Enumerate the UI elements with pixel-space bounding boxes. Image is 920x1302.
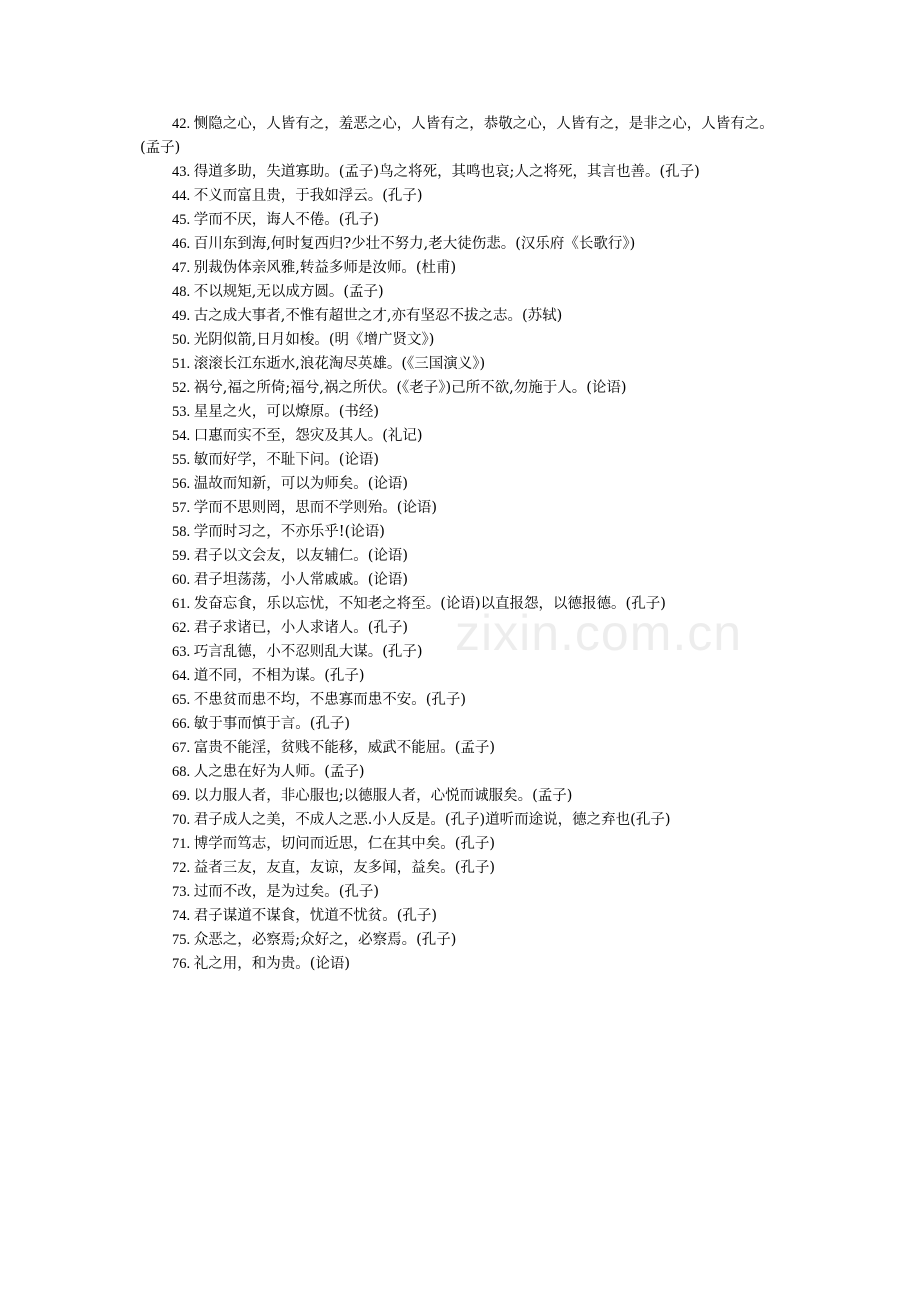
quote-item xyxy=(140,688,790,712)
quote-item xyxy=(140,808,790,832)
quote-text: 敏于事而慎于言。(孔子) xyxy=(193,716,351,732)
quote-text: 巧言乱德，小不忍则乱大谋。(孔子) xyxy=(193,644,423,660)
quote-item xyxy=(140,832,790,856)
quote-text: 君子坦荡荡，小人常戚戚。(论语) xyxy=(193,572,409,588)
quote-item xyxy=(140,208,790,232)
quote-item xyxy=(140,256,790,280)
quote-item xyxy=(140,160,790,184)
quote-number: 73. xyxy=(172,884,191,900)
quote-text: 以力服人者，非心服也;以德服人者，心悦而诚服矣。(孟子) xyxy=(193,788,573,804)
quote-list xyxy=(140,112,790,976)
quote-item xyxy=(140,496,790,520)
quote-item xyxy=(140,592,790,616)
quote-text: 不义而富且贵，于我如浮云。(孔子) xyxy=(193,188,423,204)
quote-text: 敏而好学，不耻下问。(论语) xyxy=(193,452,380,468)
quote-text: 口惠而实不至，怨灾及其人。(礼记) xyxy=(193,428,423,444)
quote-number: 65. xyxy=(172,692,191,708)
quote-text: 百川东到海,何时复西归?少壮不努力,老大徒伤悲。(汉乐府《长歌行》) xyxy=(193,236,636,252)
quote-number: 44. xyxy=(172,188,191,204)
quote-item xyxy=(140,184,790,208)
quote-text: 发奋忘食，乐以忘忧，不知老之将至。(论语)以直报怨，以德报德。(孔子) xyxy=(193,596,666,612)
quote-item xyxy=(140,616,790,640)
quote-text: 得道多助，失道寡助。(孟子)鸟之将死，其鸣也哀;人之将死，其言也善。(孔子) xyxy=(193,164,700,180)
quote-item xyxy=(140,424,790,448)
quote-number: 66. xyxy=(172,716,191,732)
quote-item xyxy=(140,736,790,760)
quote-item xyxy=(140,568,790,592)
quote-text: 温故而知新，可以为师矣。(论语) xyxy=(193,476,409,492)
quote-item xyxy=(140,760,790,784)
quote-item xyxy=(140,520,790,544)
quote-number: 56. xyxy=(172,476,191,492)
quote-number: 53. xyxy=(172,404,191,420)
quote-item xyxy=(140,280,790,304)
quote-number: 70. xyxy=(172,812,191,828)
quote-text: 礼之用，和为贵。(论语) xyxy=(193,956,351,972)
quote-number: 49. xyxy=(172,308,191,324)
quote-text: 滚滚长江东逝水,浪花淘尽英雄。(《三国演义》) xyxy=(193,356,486,372)
quote-item xyxy=(140,472,790,496)
quote-item xyxy=(140,904,790,928)
quote-text: 君子以文会友，以友辅仁。(论语) xyxy=(193,548,409,564)
quote-number: 71. xyxy=(172,836,191,852)
quote-number: 57. xyxy=(172,500,191,516)
quote-text: 不患贫而患不均，不患寡而患不安。(孔子) xyxy=(193,692,467,708)
quote-number: 47. xyxy=(172,260,191,276)
quote-item xyxy=(140,856,790,880)
quote-number: 67. xyxy=(172,740,191,756)
quote-item xyxy=(140,640,790,664)
quote-number: 72. xyxy=(172,860,191,876)
quote-text: 君子成人之美，不成人之恶.小人反是。(孔子)道听而途说，德之弃也(孔子) xyxy=(193,812,671,828)
quote-item xyxy=(140,664,790,688)
quote-item xyxy=(140,112,790,160)
quote-item xyxy=(140,328,790,352)
quote-text: 众恶之，必察焉;众好之，必察焉。(孔子) xyxy=(193,932,457,948)
quote-number: 50. xyxy=(172,332,191,348)
quote-text: 祸兮,福之所倚;福兮,祸之所伏。(《老子》)己所不欲,勿施于人。(论语) xyxy=(193,380,627,396)
quote-number: 64. xyxy=(172,668,191,684)
quote-text: 富贵不能淫，贫贱不能移，威武不能屈。(孟子) xyxy=(193,740,496,756)
quote-number: 43. xyxy=(172,164,191,180)
quote-text: 不以规矩,无以成方圆。(孟子) xyxy=(193,284,384,300)
quote-item xyxy=(140,304,790,328)
quote-number: 54. xyxy=(172,428,191,444)
quote-text: 博学而笃志，切问而近思，仁在其中矣。(孔子) xyxy=(193,836,496,852)
quote-number: 76. xyxy=(172,956,191,972)
quote-number: 45. xyxy=(172,212,191,228)
quote-text: 星星之火，可以燎原。(书经) xyxy=(193,404,380,420)
quote-item xyxy=(140,544,790,568)
quote-text: 人之患在好为人师。(孟子) xyxy=(193,764,365,780)
quote-number: 52. xyxy=(172,380,191,396)
quote-text: 别裁伪体亲风雅,转益多师是汝师。(杜甫) xyxy=(193,260,457,276)
quote-number: 62. xyxy=(172,620,191,636)
quote-number: 46. xyxy=(172,236,191,252)
quote-text: 学而时习之，不亦乐乎!(论语) xyxy=(193,524,385,540)
quote-number: 55. xyxy=(172,452,191,468)
quote-text: 过而不改，是为过矣。(孔子) xyxy=(193,884,380,900)
quote-item xyxy=(140,712,790,736)
quote-item xyxy=(140,232,790,256)
quote-text: 学而不思则罔，思而不学则殆。(论语) xyxy=(193,500,438,516)
quote-text: 道不同，不相为谋。(孔子) xyxy=(193,668,365,684)
quote-item xyxy=(140,400,790,424)
quote-number: 59. xyxy=(172,548,191,564)
quote-text: 学而不厌，诲人不倦。(孔子) xyxy=(193,212,380,228)
quote-number: 75. xyxy=(172,932,191,948)
quote-item xyxy=(140,352,790,376)
quote-number: 68. xyxy=(172,764,191,780)
watermark: zixin.com.cn xyxy=(455,605,743,661)
quote-number: 51. xyxy=(172,356,191,372)
quote-item xyxy=(140,376,790,400)
quote-text: 光阴似箭,日月如梭。(明《增广贤文》) xyxy=(193,332,435,348)
quote-text: 古之成大事者,不惟有超世之才,亦有坚忍不拔之志。(苏轼) xyxy=(193,308,563,324)
quote-number: 61. xyxy=(172,596,191,612)
quote-item xyxy=(140,952,790,976)
quote-item xyxy=(140,928,790,952)
quote-item xyxy=(140,448,790,472)
quote-number: 63. xyxy=(172,644,191,660)
quote-number: 74. xyxy=(172,908,191,924)
quote-number: 42. xyxy=(172,116,191,132)
quote-number: 69. xyxy=(172,788,191,804)
quote-number: 60. xyxy=(172,572,191,588)
quote-text: 君子求诸已，小人求诸人。(孔子) xyxy=(193,620,409,636)
quote-number: 58. xyxy=(172,524,191,540)
quote-text: 君子谋道不谋食，忧道不忧贫。(孔子) xyxy=(193,908,438,924)
quote-item xyxy=(140,784,790,808)
quote-number: 48. xyxy=(172,284,191,300)
quote-text: 益者三友，友直，友谅，友多闻，益矣。(孔子) xyxy=(193,860,496,876)
quote-text: 恻隐之心，人皆有之，羞恶之心，人皆有之，恭敬之心，人皆有之，是非之心，人皆有之。(孟子) xyxy=(140,116,774,156)
quote-item xyxy=(140,880,790,904)
